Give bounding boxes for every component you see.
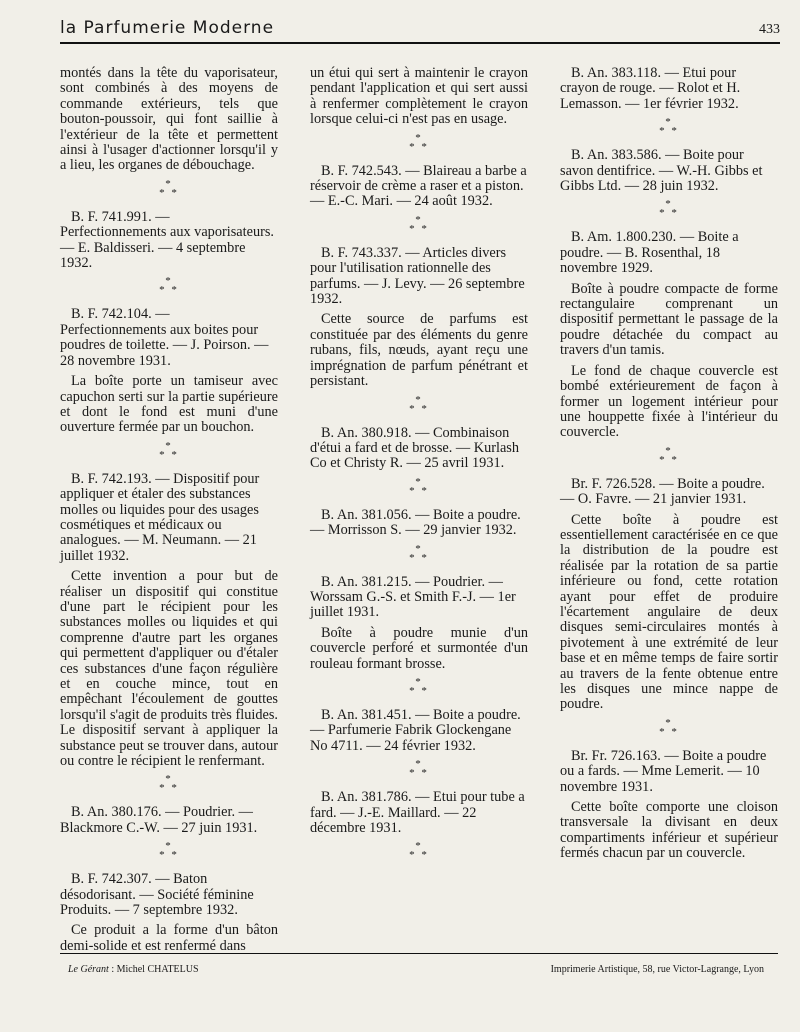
asterism: * * * (159, 439, 179, 461)
asterism: * * * (409, 131, 429, 153)
paragraph: Cette source de parfums est constituée par des éléments du genre rubans, fils, nœuds, ayant reçu une imprégnation de parfum pénétrant et persistant. (310, 311, 528, 390)
paragraph: montés dans la tête du vaporisateur, sont combinés à des moyens de commande extérieurs, tels que bouton-poussoir, qui font saillie à l'extérieur de la tête et permettent ainsi à l'usager d'actionner lorsqu'il y a lieu, les organes de débouchage. (60, 65, 278, 174)
page-header (60, 18, 780, 44)
patent-entry: B. An. 381.215. — Poudrier. — Worssam G.-S. et Smith F.-J. — 1er juillet 1931. (310, 573, 516, 621)
patent-entry: B. F. 742.543. — Blaireau a barbe a réservoir de crème a raser et a piston. — E.-C. Mari. — 24 août 1932. (310, 162, 527, 210)
patent-entry: B. An. 381.451. — Boite a poudre. — Parfumerie Fabrik Glockengane No 4711. — 24 février 1932. (310, 706, 521, 754)
printer-credit: Imprimerie Artistique, 58, rue Victor-Lagrange, Lyon (550, 964, 764, 975)
paragraph: Boîte à poudre compacte de forme rectangulaire comprenant un dispositif permettant le passage de la poudre détachée du compact au travers d'un tamis. (560, 280, 778, 359)
gerant-name: : Michel CHATELUS (111, 964, 199, 975)
paragraph: un étui qui sert à maintenir le crayon pendant l'application et qui sert aussi à renfermer complètement le crayon lorsque celui-ci n'est pas en usage. (310, 65, 528, 128)
asterism: * * * (409, 475, 429, 497)
patent-entry: B. An. 380.176. — Poudrier. — Blackmore C.-W. — 27 juin 1931. (60, 804, 258, 836)
asterism: * * * (409, 840, 429, 862)
patent-entry: B. F. 741.991. — Perfectionnements aux vaporisateurs. — E. Baldisseri. — 4 septembre 1932. (60, 208, 274, 272)
patent-entry: B. An. 383.586. — Boite pour savon dentifrice. — W.-H. Gibbs et Gibbs Ltd. — 28 juin 1932. (560, 147, 763, 195)
asterism: * * * (409, 393, 429, 415)
asterism: * * * (159, 840, 179, 862)
patent-entry: B. An. 380.918. — Combinaison d'étui a fard et de brosse. — Kurlash Co et Christy R. — 25 avril 1931. (310, 424, 520, 472)
patent-entry: B. F. 743.337. — Articles divers pour l'utilisation rationnelle des parfums. — J. Levy. — 26 septembre 1932. (310, 244, 525, 308)
asterism: * * * (159, 177, 179, 199)
article-columns (60, 66, 778, 952)
paragraph: Boîte à poudre munie d'un couvercle perforé et surmontée d'un rouleau formant brosse. (310, 624, 528, 672)
paragraph: La boîte porte un tamiseur avec capuchon serti sur la partie supérieure et dont le fond est muni d'une ouverture fermée par un bouchon. (60, 373, 278, 436)
gerant-credit (68, 964, 199, 975)
column-1 (60, 66, 278, 952)
patent-entry: B. Am. 1.800.230. — Boite a poudre. — B. Rosenthal, 18 novembre 1929. (560, 229, 739, 277)
patent-entry: Br. F. 726.528. — Boite a poudre. — O. Favre. — 21 janvier 1931. (560, 475, 765, 508)
patent-entry: B. An. 381.786. — Etui pour tube a fard. — J.-E. Maillard. — 22 décembre 1931. (310, 789, 525, 836)
patent-entry: B. An. 381.056. — Boite a poudre. — Morrisson S. — 29 janvier 1932. (310, 506, 521, 539)
column-2 (310, 66, 528, 952)
asterism: * * * (159, 773, 179, 795)
journal-title: la Parfumerie Moderne (60, 18, 275, 38)
asterism: * * * (409, 675, 429, 697)
page-footer (60, 953, 778, 984)
asterism: * * * (409, 213, 429, 235)
column-3 (560, 66, 778, 952)
paragraph: Cette invention a pour but de réaliser un dispositif qui constitue d'une part le récipient pour les substances molles ou liquides et qui comprenne d'autre part les organes qui permettent d'appliquer ou d'étaler ces substances d'une façon régulière et en couche mince, tout en empêchant l'écoulement de gouttes lorsqu'il s'agit de produits très fluides. Le dispositif servant à appliquer la substance peut se trouver dans, autour ou contre le récipient le renfermant. (60, 568, 278, 770)
asterism: * * * (409, 542, 429, 564)
patent-entry: B. F. 742.104. — Perfectionnements aux boites pour poudres de toilette. — J. Poirson. — 28 novembre 1931. (60, 306, 269, 369)
asterism: * * * (659, 444, 679, 466)
patent-entry: B. F. 742.307. — Baton désodorisant. — Société féminine Produits. — 7 septembre 1932. (60, 871, 254, 919)
gerant-label: Le Gérant (68, 964, 109, 975)
paragraph: Cette boîte à poudre est essentiellement caractérisée en ce que la distribution de la poudre est réalisée par la rotation de sa partie inférieure ou fond, cette rotation ayant pour effet de produire l'écartement angulaire de deux disques semi-circulaires montés à pivotement à une extrémité de leur base et en même temps de faire sortir au travers de la fente obtenue entre les disques une mince nappe de poudre. (560, 511, 778, 713)
asterism: * * * (659, 198, 679, 220)
paragraph: Le fond de chaque couvercle est bombé extérieurement de façon à former un logement intérieur pour une houppette fixée à l'intérieur du couvercle. (560, 362, 778, 441)
paragraph: Ce produit a la forme d'un bâton demi-solide et est renfermé dans (60, 922, 278, 954)
asterism: * * * (659, 116, 679, 138)
asterism: * * * (409, 758, 429, 780)
asterism: * * * (159, 275, 179, 297)
patent-entry: B. F. 742.193. — Dispositif pour appliquer et étaler des substances molles ou liquides pour des usages cosmétiques et médicaux ou analogues. — M. Neumann. — 21 juillet 1932. (60, 470, 260, 564)
page-number: 433 (759, 22, 780, 37)
asterism: * * * (659, 716, 679, 738)
patent-entry: Br. Fr. 726.163. — Boite a poudre ou a fards. — Mme Lemerit. — 10 novembre 1931. (560, 747, 767, 795)
patent-entry: B. An. 383.118. — Etui pour crayon de rouge. — Rolot et H. Lemasson. — 1er février 1932. (560, 65, 741, 112)
paragraph: Cette boîte comporte une cloison transversale la divisant en deux compartiments inférieur et supérieur fermés chacun par un couvercle. (560, 799, 778, 862)
